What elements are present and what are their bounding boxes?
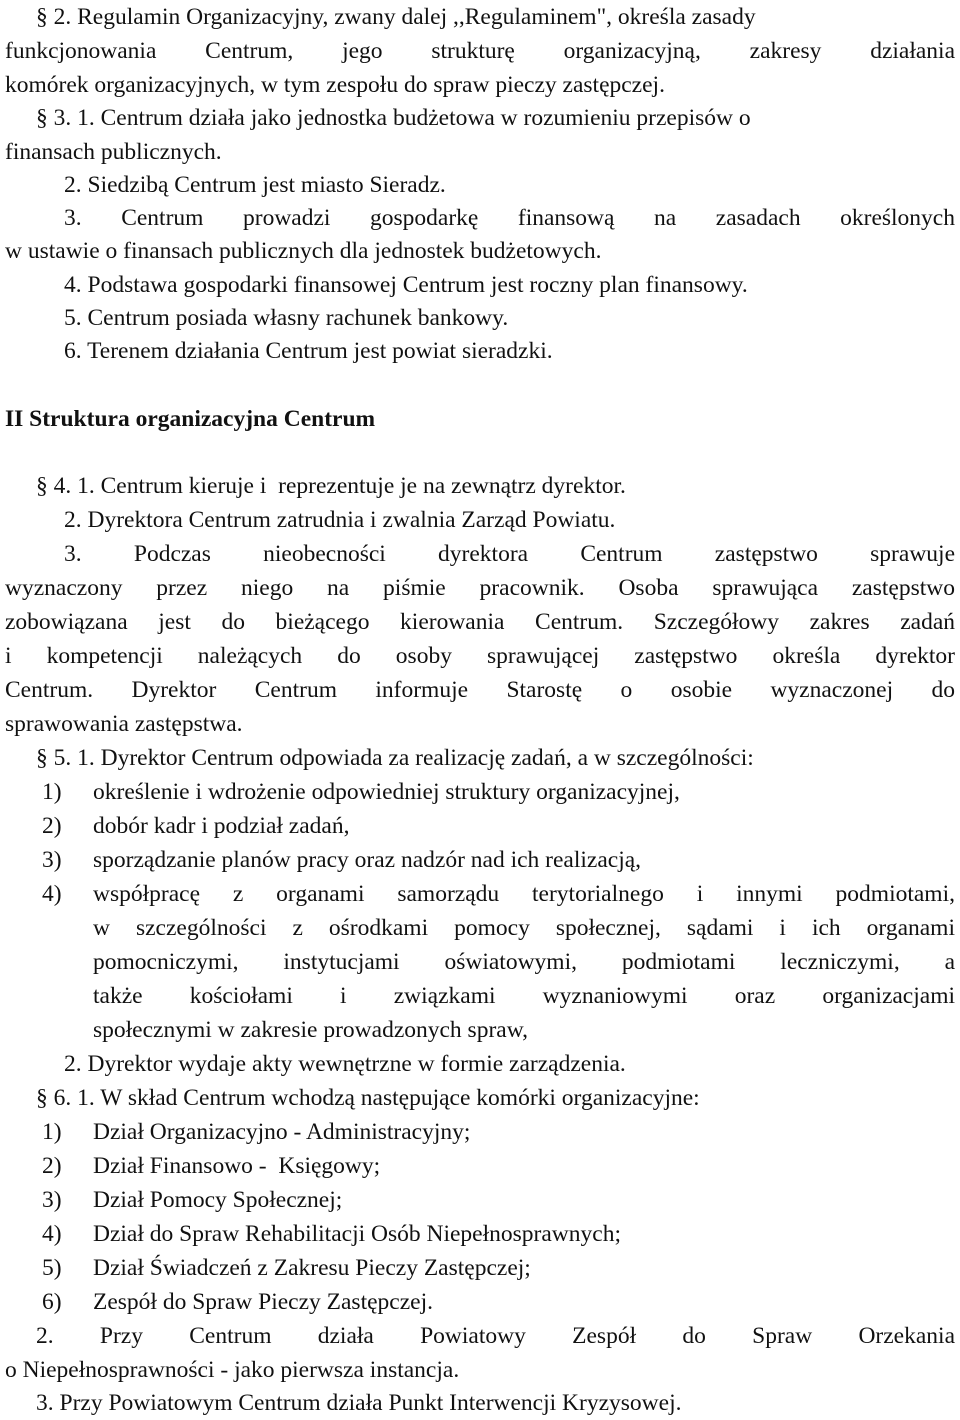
list-item-text: Dział Organizacyjno - Administracyjny; <box>93 1119 471 1145</box>
paragraph-3-item-5: 5. Centrum posiada własny rachunek bankowy. <box>64 305 509 331</box>
list-item-text: Dział Świadczeń z Zakresu Pieczy Zastępczej; <box>93 1255 531 1281</box>
paragraph-4-item-3-line-5: Centrum. Dyrektor Centrum informuje Starostę o osobie wyznaczonej do <box>5 677 955 703</box>
paragraph-2-line-2: funkcjonowania Centrum, jego strukturę organizacyjną, zakresy działania <box>5 38 955 64</box>
list-item-text: Dział do Spraw Rehabilitacji Osób Niepełnosprawnych; <box>93 1221 621 1247</box>
paragraph-4-item-3-line-6: sprawowania zastępstwa. <box>5 711 243 737</box>
list-item-continuation: w szczególności z ośrodkami pomocy społecznej, sądami i ich organami <box>93 915 955 941</box>
list-item <box>5 1115 470 1149</box>
paragraph-4-item-3-line-3: zobowiązana jest do bieżącego kierowania Centrum. Szczegółowy zakres zadań <box>5 609 955 635</box>
list-item-number: 3) <box>42 847 62 873</box>
list-item <box>5 775 680 809</box>
list-item-text: Zespół do Spraw Pieczy Zastępczej. <box>93 1289 433 1315</box>
paragraph-3-item-3-line-2: w ustawie o finansach publicznych dla jednostek budżetowych. <box>5 238 602 264</box>
list-item-text: dobór kadr i podział zadań, <box>93 813 350 839</box>
paragraph-5-line-1: § 5. 1. Dyrektor Centrum odpowiada za realizację zadań, a w szczególności: <box>36 745 754 771</box>
section-heading: II Struktura organizacyjna Centrum <box>5 406 376 432</box>
list-item <box>5 809 349 843</box>
paragraph-2-line-1: § 2. Regulamin Organizacyjny, zwany dalej ,,Regulaminem", określa zasady <box>36 4 756 30</box>
list-item-text: Dział Pomocy Społecznej; <box>93 1187 343 1213</box>
list-item-number: 2) <box>42 813 62 839</box>
list-item <box>5 1217 621 1251</box>
list-item-number: 4) <box>42 1221 62 1247</box>
list-item <box>5 877 955 911</box>
paragraph-3-line-2: finansach publicznych. <box>5 139 222 165</box>
list-item-number: 5) <box>42 1255 62 1281</box>
list-item-number: 1) <box>42 779 62 805</box>
list-item-number: 3) <box>42 1187 62 1213</box>
paragraph-6-line-1: § 6. 1. W skład Centrum wchodzą następujące komórki organizacyjne: <box>36 1085 700 1111</box>
paragraph-4-item-2: 2. Dyrektora Centrum zatrudnia i zwalnia Zarząd Powiatu. <box>64 507 616 533</box>
paragraph-3-item-3-line-1: 3. Centrum prowadzi gospodarkę finansową na zasadach określonych <box>64 205 955 231</box>
paragraph-3-item-2: 2. Siedzibą Centrum jest miasto Sieradz. <box>64 172 446 198</box>
paragraph-4-item-3-line-2: wyznaczony przez niego na piśmie pracownik. Osoba sprawująca zastępstwo <box>5 575 955 601</box>
list-item <box>5 843 641 877</box>
paragraph-6-item-3: 3. Przy Powiatowym Centrum działa Punkt Interwencji Kryzysowej. <box>36 1390 682 1416</box>
paragraph-3-line-1: § 3. 1. Centrum działa jako jednostka budżetowa w rozumieniu przepisów o <box>36 105 751 131</box>
list-item <box>5 1285 433 1319</box>
list-item-text: określenie i wdrożenie odpowiedniej struktury organizacyjnej, <box>93 779 680 805</box>
paragraph-4-item-3-line-4: i kompetencji należących do osoby sprawującej zastępstwo określa dyrektor <box>5 643 955 669</box>
list-item-text: współpracę z organami samorządu terytorialnego i innymi podmiotami, <box>93 881 955 907</box>
list-item-number: 2) <box>42 1153 62 1179</box>
list-item-number: 6) <box>42 1289 62 1315</box>
paragraph-3-item-6: 6. Terenem działania Centrum jest powiat sieradzki. <box>64 338 553 364</box>
list-item-continuation: pomocniczymi, instytucjami oświatowymi, podmiotami leczniczymi, a <box>93 949 955 975</box>
list-item-continuation: także kościołami i związkami wyznaniowymi oraz organizacjami <box>93 983 955 1009</box>
list-item-text: sporządzanie planów pracy oraz nadzór nad ich realizacją, <box>93 847 642 873</box>
paragraph-4-item-3-line-1: 3. Podczas nieobecności dyrektora Centrum zastępstwo sprawuje <box>64 541 955 567</box>
paragraph-3-item-4: 4. Podstawa gospodarki finansowej Centrum jest roczny plan finansowy. <box>64 272 748 298</box>
list-item <box>5 1149 380 1183</box>
paragraph-5-item-2: 2. Dyrektor wydaje akty wewnętrzne w formie zarządzenia. <box>64 1051 626 1077</box>
list-item-number: 4) <box>42 881 62 907</box>
list-item-number: 1) <box>42 1119 62 1145</box>
paragraph-2-line-3: komórek organizacyjnych, w tym zespołu do spraw pieczy zastępczej. <box>5 72 665 98</box>
list-item-continuation: społecznymi w zakresie prowadzonych spraw, <box>93 1017 529 1043</box>
paragraph-6-item-2-line-2: o Niepełnosprawności - jako pierwsza instancja. <box>5 1357 460 1383</box>
list-item <box>5 1183 342 1217</box>
list-item <box>5 1251 531 1285</box>
list-item-text: Dział Finansowo - Księgowy; <box>93 1153 381 1179</box>
paragraph-6-item-2-line-1: 2. Przy Centrum działa Powiatowy Zespół do Spraw Orzekania <box>36 1323 955 1349</box>
paragraph-4-line-1: § 4. 1. Centrum kieruje i reprezentuje je na zewnątrz dyrektor. <box>36 473 626 499</box>
